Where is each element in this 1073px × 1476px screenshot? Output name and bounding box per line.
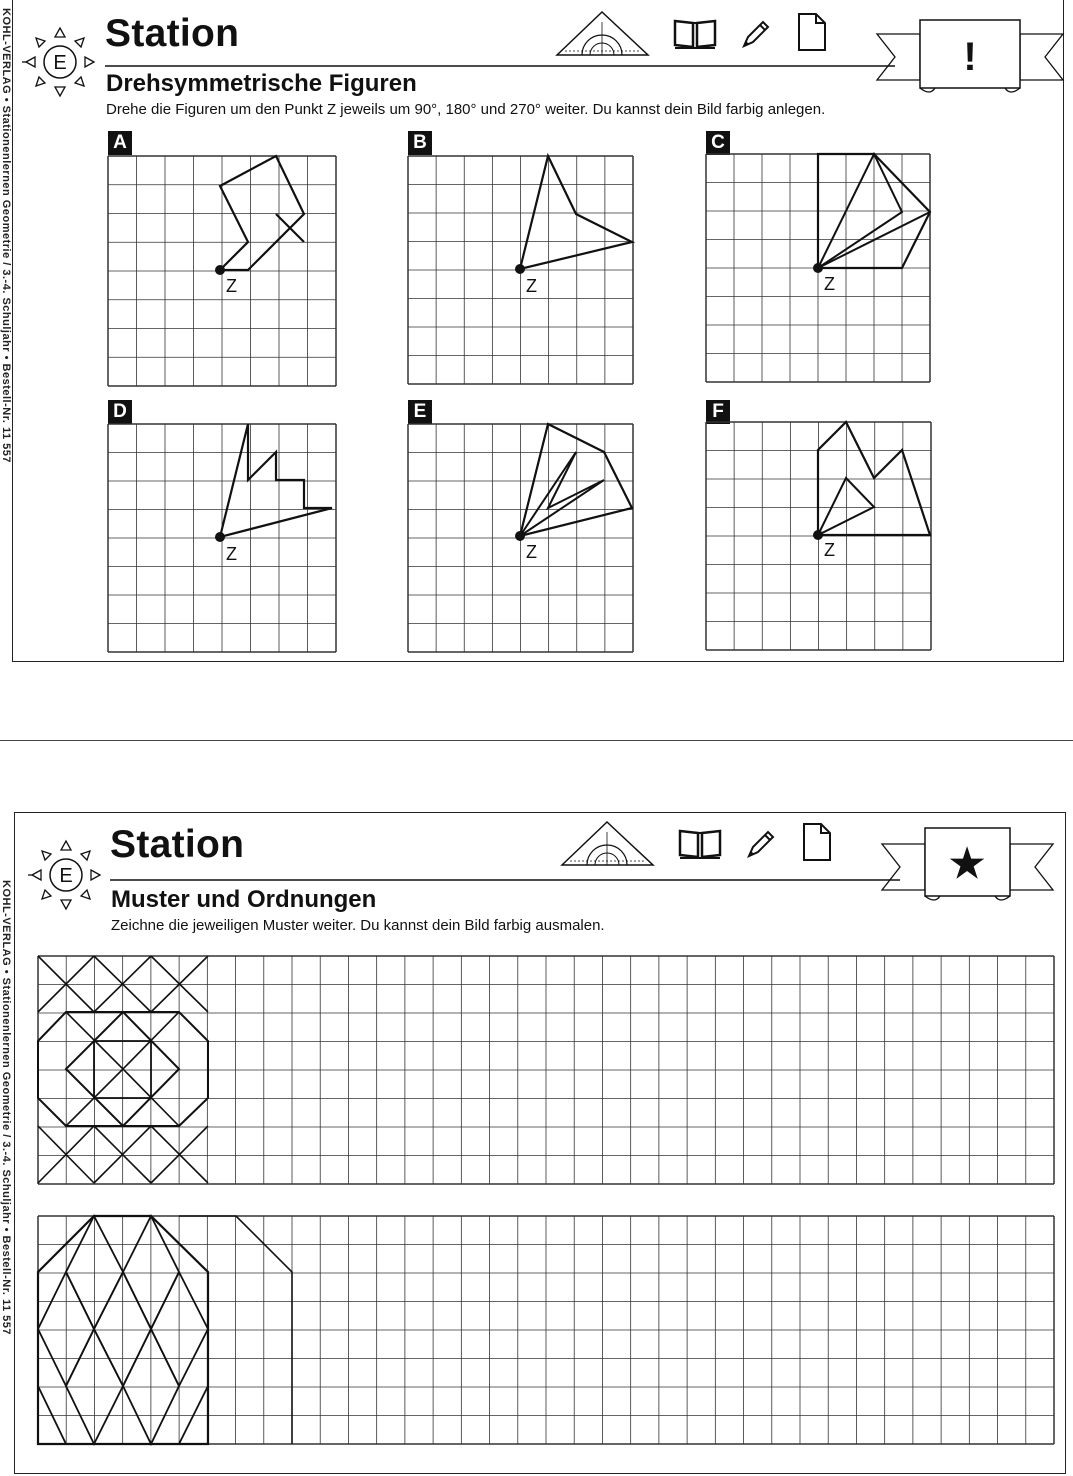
station-subtitle: Muster und Ordnungen [111, 886, 377, 913]
center-label-c: Z [824, 274, 835, 294]
figure-letter-e: E [408, 400, 432, 424]
figure-grid-a [108, 156, 336, 386]
sun-icon [28, 835, 104, 915]
banner-ribbon [880, 820, 1055, 910]
cut-line [0, 740, 1073, 741]
pencil-icon [740, 18, 772, 50]
page-icon [802, 822, 832, 862]
sun-label: E [59, 865, 73, 887]
center-label-d: Z [226, 544, 237, 564]
set-square-icon [555, 10, 650, 58]
figure-grid-d [108, 424, 336, 652]
figure-letter-c: C [706, 131, 730, 155]
sun-label: E [53, 52, 67, 74]
header-rule [105, 64, 895, 68]
station-title: Station [105, 12, 240, 55]
center-label-a: Z [226, 276, 237, 296]
center-label-e: Z [526, 542, 537, 562]
pattern-grid-2 [38, 1216, 1054, 1444]
figure-letter-d: D [108, 400, 132, 424]
pencil-icon [745, 828, 777, 860]
margin-note-top: KOHL-VERLAG • Stationenlernen Geometrie / 3.-4. Schuljahr • Bestell-Nr. 11 557 [0, 8, 12, 464]
figure-letter-f: F [706, 400, 730, 424]
book-icon [677, 828, 723, 860]
figure-grid-e [408, 424, 633, 652]
sun-icon [22, 22, 98, 102]
center-label-f: Z [824, 540, 835, 560]
station-subtitle: Drehsymmetrische Figuren [106, 70, 417, 97]
figure-grid-c [706, 154, 930, 382]
header-rule [110, 878, 900, 882]
figure-grid-f [706, 422, 931, 650]
book-icon [672, 18, 718, 50]
banner-symbol: ! [963, 35, 977, 79]
figure-letter-b: B [408, 131, 432, 155]
station-instruction: Drehe die Figuren um den Punkt Z jeweils um 90°, 180° und 270° weiter. Du kannst dein Bild farbig anlegen. [106, 101, 826, 118]
center-label-b: Z [526, 276, 537, 296]
figure-letter-a: A [108, 131, 132, 155]
figure-grid-b [408, 156, 633, 384]
banner-symbol: ★ [949, 842, 985, 886]
page-icon [797, 12, 827, 52]
set-square-icon [560, 820, 655, 868]
station-instruction: Zeichne die jeweiligen Muster weiter. Du kannst dein Bild farbig ausmalen. [111, 917, 605, 934]
margin-note-bottom: KOHL-VERLAG • Stationenlernen Geometrie / 3.-4. Schuljahr • Bestell-Nr. 11 557 [0, 880, 12, 1336]
station-title: Station [110, 823, 245, 866]
banner-ribbon [875, 12, 1065, 100]
pattern-grid-1 [38, 956, 1054, 1184]
